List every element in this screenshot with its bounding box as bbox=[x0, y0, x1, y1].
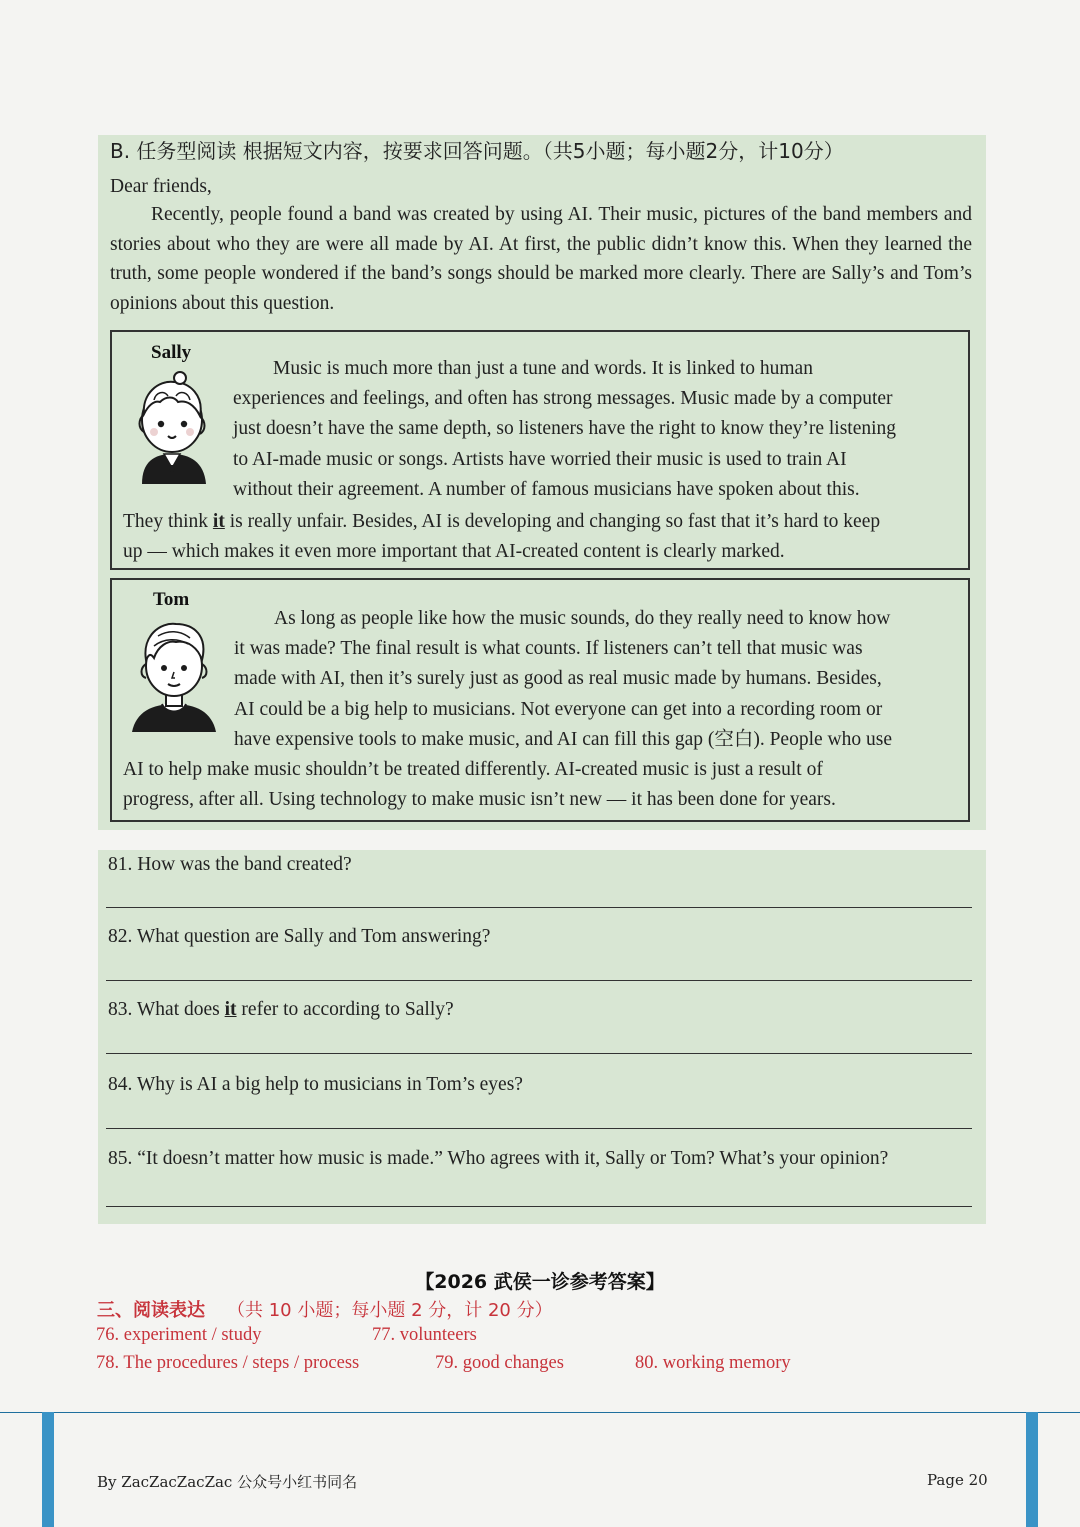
greeting: Dear friends, bbox=[110, 176, 212, 197]
sally-line-2: experiences and feelings, and often has strong messages. Music made by a computer bbox=[233, 388, 893, 410]
question-83-it-word: it bbox=[224, 999, 237, 1020]
answer-79: 79. good changes bbox=[435, 1353, 564, 1373]
tom-line-2: it was made? The final result is what counts. If listeners can’t tell that music was bbox=[234, 638, 863, 660]
sally-opinion-text bbox=[233, 354, 961, 505]
question-83-start: 83. What does bbox=[108, 999, 225, 1020]
question-84: 84. Why is AI a big help to musicians in Tom’s eyes? bbox=[108, 1074, 523, 1095]
answer-77: 77. volunteers bbox=[372, 1325, 477, 1345]
tom-name: Tom bbox=[153, 589, 190, 610]
footer-credit: By ZacZacZacZac 公众号小红书同名 bbox=[97, 1473, 358, 1491]
answer-line-82[interactable] bbox=[106, 980, 972, 981]
tom-opinion-text-full bbox=[123, 755, 961, 815]
sally-line-6-end: is really unfair. Besides, AI is developing and changing so fast that it’s hard to keep bbox=[224, 511, 881, 532]
answer-section-title bbox=[97, 1296, 553, 1322]
tom-line-1: As long as people like how the music sounds, do they really need to know how bbox=[274, 608, 891, 629]
girl-cartoon-icon bbox=[124, 366, 220, 486]
sally-opinion-text-full bbox=[123, 507, 961, 567]
answer-section-label: 三、阅读表达 bbox=[97, 1300, 205, 1321]
sally-it-word: it bbox=[212, 511, 225, 532]
answer-78: 78. The procedures / steps / process bbox=[96, 1353, 360, 1373]
question-85: 85. “It doesn’t matter how music is made.” Who agrees with it, Sally or Tom? What’s your opinion? bbox=[108, 1148, 889, 1169]
tom-opinion-box bbox=[110, 578, 970, 822]
answer-line-83[interactable] bbox=[106, 1053, 972, 1054]
tom-line-7: progress, after all. Using technology to make music isn’t new — it has been done for years. bbox=[123, 789, 836, 811]
tom-line-6: AI to help make music shouldn’t be treated differently. AI-created music is just a result of bbox=[123, 759, 823, 780]
answer-line-81[interactable] bbox=[106, 907, 972, 908]
question-81: 81. How was the band created? bbox=[108, 854, 352, 875]
intro-paragraph: Recently, people found a band was created by using AI. Their music, pictures of the band members and stories about who they are were all made by AI. At first, the public didn’t know this. When they learned the truth, some people wondered if the band’s songs should be marked more clearly. There are Sally’s and Tom’s opinions about this question. bbox=[110, 204, 972, 314]
answer-line-85[interactable] bbox=[106, 1206, 972, 1207]
answer-80: 80. working memory bbox=[635, 1353, 791, 1373]
question-82: 82. What question are Sally and Tom answering? bbox=[108, 926, 491, 947]
sally-name: Sally bbox=[151, 342, 192, 363]
sally-line-4: to AI-made music or songs. Artists have worried their music is used to train AI bbox=[233, 448, 847, 470]
sally-line-5: without their agreement. A number of famous musicians have spoken about this. bbox=[233, 478, 860, 500]
page-number: Page 20 bbox=[927, 1471, 988, 1489]
answer-line-84[interactable] bbox=[106, 1128, 972, 1129]
footer-rule bbox=[0, 1412, 1080, 1413]
boy-cartoon-icon bbox=[128, 614, 220, 734]
sally-line-6-start: They think bbox=[123, 511, 213, 532]
right-accent-bar bbox=[1026, 1412, 1038, 1527]
question-83-end: refer to according to Sally? bbox=[236, 999, 454, 1020]
left-accent-bar bbox=[42, 1412, 54, 1527]
sally-opinion-box bbox=[110, 330, 970, 570]
answer-76: 76. experiment / study bbox=[96, 1325, 262, 1345]
tom-line-5: have expensive tools to make music, and AI can fill this gap (空白). People who use bbox=[234, 728, 892, 750]
tom-line-3: made with AI, then it’s surely just as good as real music made by humans. Besides, bbox=[234, 668, 882, 690]
sally-line-7: up — which makes it even more important that AI-created content is clearly marked. bbox=[123, 541, 785, 563]
answer-key-title: 【2026 武侯一诊参考答案】 bbox=[415, 1271, 665, 1293]
sally-line-6 bbox=[123, 507, 961, 537]
sally-line-3: just doesn’t have the same depth, so listeners have the right to know they’re listening bbox=[233, 418, 897, 440]
tom-opinion-text bbox=[234, 604, 962, 755]
section-heading: B. 任务型阅读 根据短文内容，按要求回答问题。（共5小题；每小题2分，计10分） bbox=[110, 139, 844, 163]
answer-section-note: （共 10 小题；每小题 2 分，计 20 分） bbox=[227, 1300, 553, 1321]
sally-line-1: Music is much more than just a tune and words. It is linked to human bbox=[273, 358, 813, 379]
tom-line-4: AI could be a big help to musicians. Not everyone can get into a recording room or bbox=[234, 698, 883, 720]
question-83 bbox=[108, 997, 454, 1023]
